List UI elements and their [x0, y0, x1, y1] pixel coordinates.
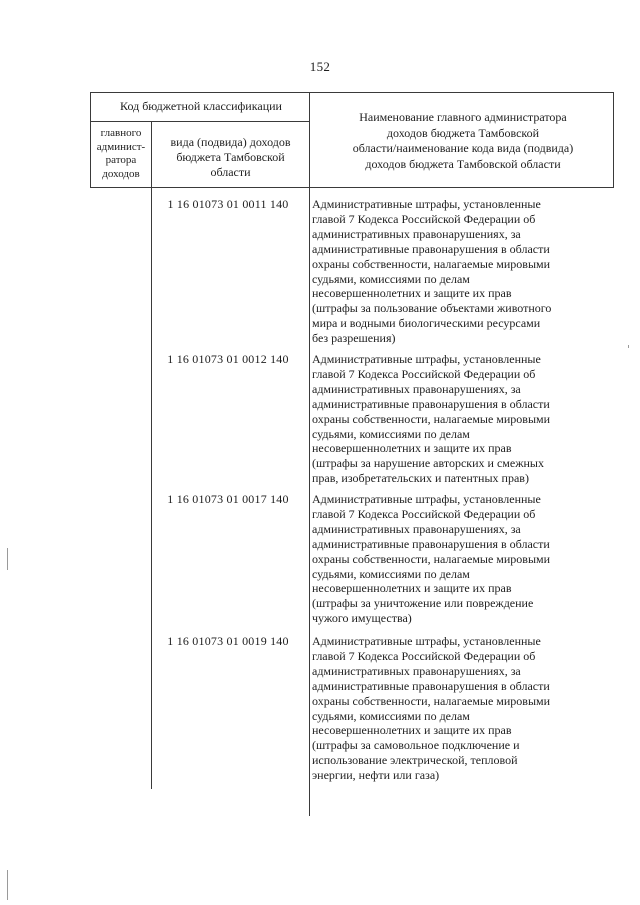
- description-line: административные правонарушения в области: [312, 396, 550, 411]
- description-line: административные правонарушения в области: [312, 241, 550, 256]
- description-line: использование электрической, тепловой: [312, 753, 518, 768]
- description-line: охраны собственности, налагаемые мировыми: [312, 693, 551, 708]
- budget-code: 1 16 01073 01 0011 140: [167, 197, 289, 211]
- scan-margin-mark: [7, 548, 8, 570]
- description-line: главой 7 Кодекса Российской Федерации об: [312, 211, 536, 226]
- header-col3-line: области/наименование кода вида (подвида): [352, 141, 574, 155]
- row-description: [312, 197, 578, 346]
- header-col2-line: вида (подвида) доходов: [170, 135, 291, 149]
- description-line: несовершеннолетних и защите их прав: [312, 286, 512, 301]
- header-col2-line: области: [210, 165, 251, 179]
- header-bottom-border: [90, 187, 614, 188]
- row-description: [312, 492, 578, 626]
- header-group-divider: [90, 121, 309, 122]
- header-col2-line: бюджета Тамбовской: [176, 150, 285, 164]
- description-line: (штрафы за самовольное подключение и: [312, 738, 520, 753]
- description-line: мира и водными биологическими ресурсами: [312, 316, 541, 331]
- description-line: судьями, комиссиями по делам: [312, 566, 470, 581]
- header-col3-line: доходов бюджета Тамбовской области: [365, 156, 561, 171]
- description-line: без разрешения): [312, 331, 396, 346]
- header-col1-label: [90, 127, 152, 181]
- description-line: Административные штрафы, установленные: [312, 634, 541, 648]
- description-line: административных правонарушениях, за: [312, 663, 521, 678]
- page-number: 152: [309, 59, 331, 74]
- description-line: энергии, нефти или газа): [312, 768, 440, 783]
- budget-code: 1 16 01073 01 0017 140: [167, 492, 289, 506]
- row-description: [312, 634, 578, 783]
- description-line: чужого имущества): [312, 611, 412, 626]
- description-line: охраны собственности, налагаемые мировыми: [312, 551, 551, 566]
- header-group-label: Код бюджетной классификации: [120, 99, 282, 113]
- description-line: (штрафы за нарушение авторских и смежных: [312, 456, 544, 471]
- description-line: судьями, комиссиями по делам: [312, 271, 470, 286]
- description-line: главой 7 Кодекса Российской Федерации об: [312, 506, 536, 521]
- description-line: судьями, комиссиями по делам: [312, 426, 470, 441]
- description-line: административные правонарушения в области: [312, 536, 550, 551]
- description-line: охраны собственности, налагаемые мировыми: [312, 256, 551, 271]
- budget-code: 1 16 01073 01 0012 140: [167, 352, 289, 366]
- description-line: административные правонарушения в области: [312, 678, 550, 693]
- description-line: административных правонарушениях, за: [312, 521, 521, 536]
- description-line: главой 7 Кодекса Российской Федерации об: [312, 648, 536, 663]
- description-line: административных правонарушениях, за: [312, 381, 521, 396]
- header-col3-line: Наименование главного администратора: [359, 110, 567, 124]
- description-line: прав, изобретательских и патентных прав): [312, 471, 529, 486]
- description-line: несовершеннолетних и защите их прав: [312, 581, 512, 596]
- description-line: Административные штрафы, установленные: [312, 197, 541, 211]
- header-col1-line: доходов: [102, 167, 140, 180]
- header-col1-line: админист-: [96, 140, 146, 153]
- scan-margin-mark: [7, 870, 8, 900]
- col1-col2-divider: [151, 121, 152, 789]
- description-line: судьями, комиссиями по делам: [312, 708, 470, 723]
- header-col2-label: [152, 135, 309, 180]
- description-line: несовершеннолетних и защите их прав: [312, 441, 512, 456]
- description-line: Административные штрафы, установленные: [312, 492, 541, 506]
- description-line: административных правонарушениях, за: [312, 226, 521, 241]
- header-col3-line: доходов бюджета Тамбовской: [386, 125, 540, 140]
- header-col1-line: ратора: [105, 154, 137, 166]
- description-line: Административные штрафы, установленные: [312, 352, 541, 366]
- description-line: несовершеннолетних и защите их прав: [312, 723, 512, 738]
- budget-code: 1 16 01073 01 0019 140: [167, 634, 289, 648]
- header-top-border: [90, 92, 614, 93]
- header-col1-line: главного: [100, 127, 142, 139]
- description-line: главой 7 Кодекса Российской Федерации об: [312, 366, 536, 381]
- description-line: (штрафы за уничтожение или повреждение: [312, 596, 534, 611]
- description-line: охраны собственности, налагаемые мировыми: [312, 411, 551, 426]
- row-description: [312, 352, 578, 486]
- col2-col3-divider: [309, 92, 310, 816]
- scan-margin-mark: [628, 345, 629, 348]
- description-line: (штрафы за пользование объектами животного: [312, 301, 552, 316]
- header-col3-label: [312, 110, 614, 172]
